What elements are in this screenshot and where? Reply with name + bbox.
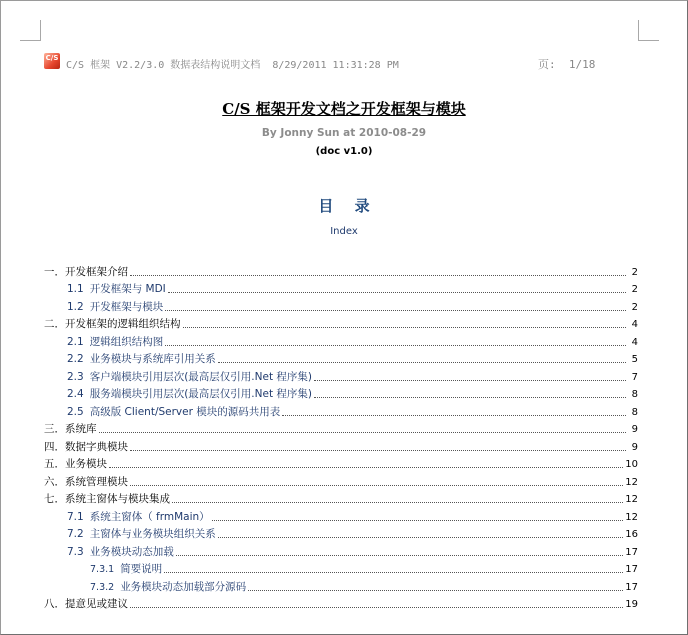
toc-entry-label: 高级版 Client/Server 模块的源码共用表 [89, 405, 281, 418]
toc-entry-label: 开发框架的逻辑组织结构 [65, 318, 181, 330]
document-title: C/S 框架开发文档之开发框架与模块 [222, 100, 466, 118]
toc-entry-page: 17 [625, 546, 638, 558]
toc-entry-label: 开发框架与 MDI [89, 283, 166, 295]
toc-entry-number: 2.5 [67, 405, 84, 418]
toc-entry[interactable] [44, 261, 638, 279]
toc-entry[interactable] [44, 471, 638, 489]
toc-entry-page: 12 [625, 476, 638, 488]
document-version: (doc v1.0) [315, 146, 373, 157]
toc-leader-dots [172, 502, 623, 503]
crop-mark-top-left [20, 20, 41, 41]
toc-entry-number: 7.3.2 [90, 581, 115, 593]
toc-entry-page: 7 [631, 371, 638, 383]
toc-leader-dots [248, 590, 623, 591]
toc-entry-label: 业务模块动态加载部分源码 [120, 580, 247, 593]
toc-entry-label: 服务端模块引用层次(最高层仅引用.Net 程序集) [89, 388, 313, 400]
toc-leader-dots [130, 607, 623, 608]
table-of-contents [44, 261, 638, 611]
toc-entry-label: 业务模块 [65, 458, 107, 470]
toc-entry[interactable] [44, 296, 638, 314]
toc-entry-label: 业务模块动态加载 [89, 545, 174, 558]
toc-entry[interactable] [44, 489, 638, 507]
toc-entry[interactable] [44, 279, 638, 297]
document-author: By Jonny Sun at 2010-08-29 [261, 127, 427, 139]
toc-entry-label: 主窗体与业务模块组织关系 [89, 528, 216, 540]
toc-entry[interactable] [44, 576, 638, 594]
toc-entry-page: 9 [631, 441, 638, 453]
toc-entry-label: 客户端模块引用层次(最高层仅引用.Net 程序集) [89, 370, 313, 383]
crop-mark-top-right [638, 20, 659, 41]
toc-entry-page: 8 [631, 389, 638, 400]
toc-entry-number: 2.4 [67, 388, 84, 400]
toc-entry-label: 提意见或建议 [65, 598, 128, 610]
toc-leader-dots [165, 310, 626, 311]
toc-entry-label: 系统主窗体与模块集成 [65, 493, 170, 505]
toc-entry-number: 三． [44, 423, 65, 435]
toc-entry-number: 7.3 [67, 545, 84, 558]
toc-leader-dots [130, 450, 626, 451]
toc-entry-number: 7.2 [67, 528, 84, 540]
toc-entry-number: 1.2 [67, 300, 84, 313]
toc-entry-number: 七． [44, 493, 65, 505]
toc-entry-page: 19 [625, 599, 638, 610]
toc-entry-number: 二． [44, 318, 65, 330]
toc-entry[interactable] [44, 331, 638, 349]
toc-entry-page: 16 [625, 529, 638, 540]
toc-entry-label: 系统库 [65, 423, 97, 435]
toc-entry-number: 7.3.1 [90, 564, 115, 575]
toc-leader-dots [164, 572, 623, 573]
toc-entry-number: 八． [44, 598, 65, 610]
toc-leader-dots [165, 345, 626, 346]
toc-entry-page: 2 [631, 284, 638, 295]
toc-entry-label: 开发框架与模块 [89, 300, 164, 313]
toc-entry-label: 数据字典模块 [65, 440, 128, 453]
toc-leader-dots [130, 275, 626, 276]
toc-entry-page: 10 [625, 459, 638, 470]
toc-entry-label: 系统主窗体（ frmMain） [89, 510, 210, 523]
toc-leader-dots [212, 520, 624, 521]
toc-entry[interactable] [44, 314, 638, 332]
toc-entry-page: 4 [631, 336, 638, 348]
toc-leader-dots [314, 380, 626, 381]
toc-entry-label: 业务模块与系统库引用关系 [89, 353, 216, 365]
toc-leader-dots [183, 327, 627, 328]
cs-logo-icon: C/S [44, 53, 60, 69]
toc-entry[interactable] [44, 401, 638, 419]
toc-leader-dots [130, 485, 623, 486]
toc-entry-number: 1.1 [67, 283, 84, 295]
header-doc-info: C/S 框架 V2.2/3.0 数据表结构说明文档 8/29/2011 11:31:28 PM [66, 60, 399, 71]
toc-entry[interactable] [44, 384, 638, 402]
toc-leader-dots [314, 397, 626, 398]
toc-entry-number: 2.3 [67, 370, 84, 383]
toc-entry-page: 17 [625, 564, 638, 575]
toc-entry-page: 5 [631, 354, 638, 365]
toc-entry-label: 系统管理模块 [65, 475, 128, 488]
toc-entry-page: 2 [631, 266, 638, 278]
toc-entry[interactable] [44, 419, 638, 437]
toc-entry-label: 开发框架介绍 [65, 265, 128, 278]
toc-leader-dots [176, 555, 624, 556]
toc-subheading: Index [330, 226, 358, 237]
toc-entry-page: 17 [625, 581, 638, 593]
toc-leader-dots [109, 467, 623, 468]
toc-entry[interactable] [44, 349, 638, 367]
toc-entry-label: 逻辑组织结构图 [89, 335, 164, 348]
toc-leader-dots [168, 292, 626, 293]
toc-entry[interactable] [44, 454, 638, 472]
toc-entry[interactable] [44, 524, 638, 542]
header-page-number: 页: 1/18 [538, 58, 596, 71]
toc-entry-label: 简要说明 [120, 563, 163, 575]
toc-entry-page: 8 [631, 406, 638, 418]
toc-leader-dots [282, 415, 626, 416]
toc-entry[interactable] [44, 366, 638, 384]
toc-entry-number: 一． [44, 265, 65, 278]
toc-entry[interactable] [44, 506, 638, 524]
toc-entry-page: 4 [631, 319, 638, 330]
toc-heading: 目 录 [318, 197, 378, 215]
toc-leader-dots [99, 432, 627, 433]
toc-entry-page: 12 [625, 511, 638, 523]
toc-leader-dots [218, 362, 626, 363]
toc-entry[interactable] [44, 541, 638, 559]
toc-entry-number: 2.1 [67, 335, 84, 348]
toc-entry-number: 六． [44, 475, 65, 488]
toc-entry[interactable] [44, 559, 638, 577]
toc-entry-number: 四． [44, 440, 65, 453]
toc-entry[interactable] [44, 594, 638, 612]
toc-entry-number: 2.2 [67, 353, 84, 365]
toc-entry[interactable] [44, 436, 638, 454]
toc-entry-page: 12 [625, 494, 638, 505]
toc-entry-number: 7.1 [67, 510, 84, 523]
toc-entry-page: 9 [631, 424, 638, 435]
toc-entry-number: 五． [44, 458, 65, 470]
page-header [44, 56, 604, 74]
toc-entry-page: 2 [631, 301, 638, 313]
toc-leader-dots [218, 537, 624, 538]
